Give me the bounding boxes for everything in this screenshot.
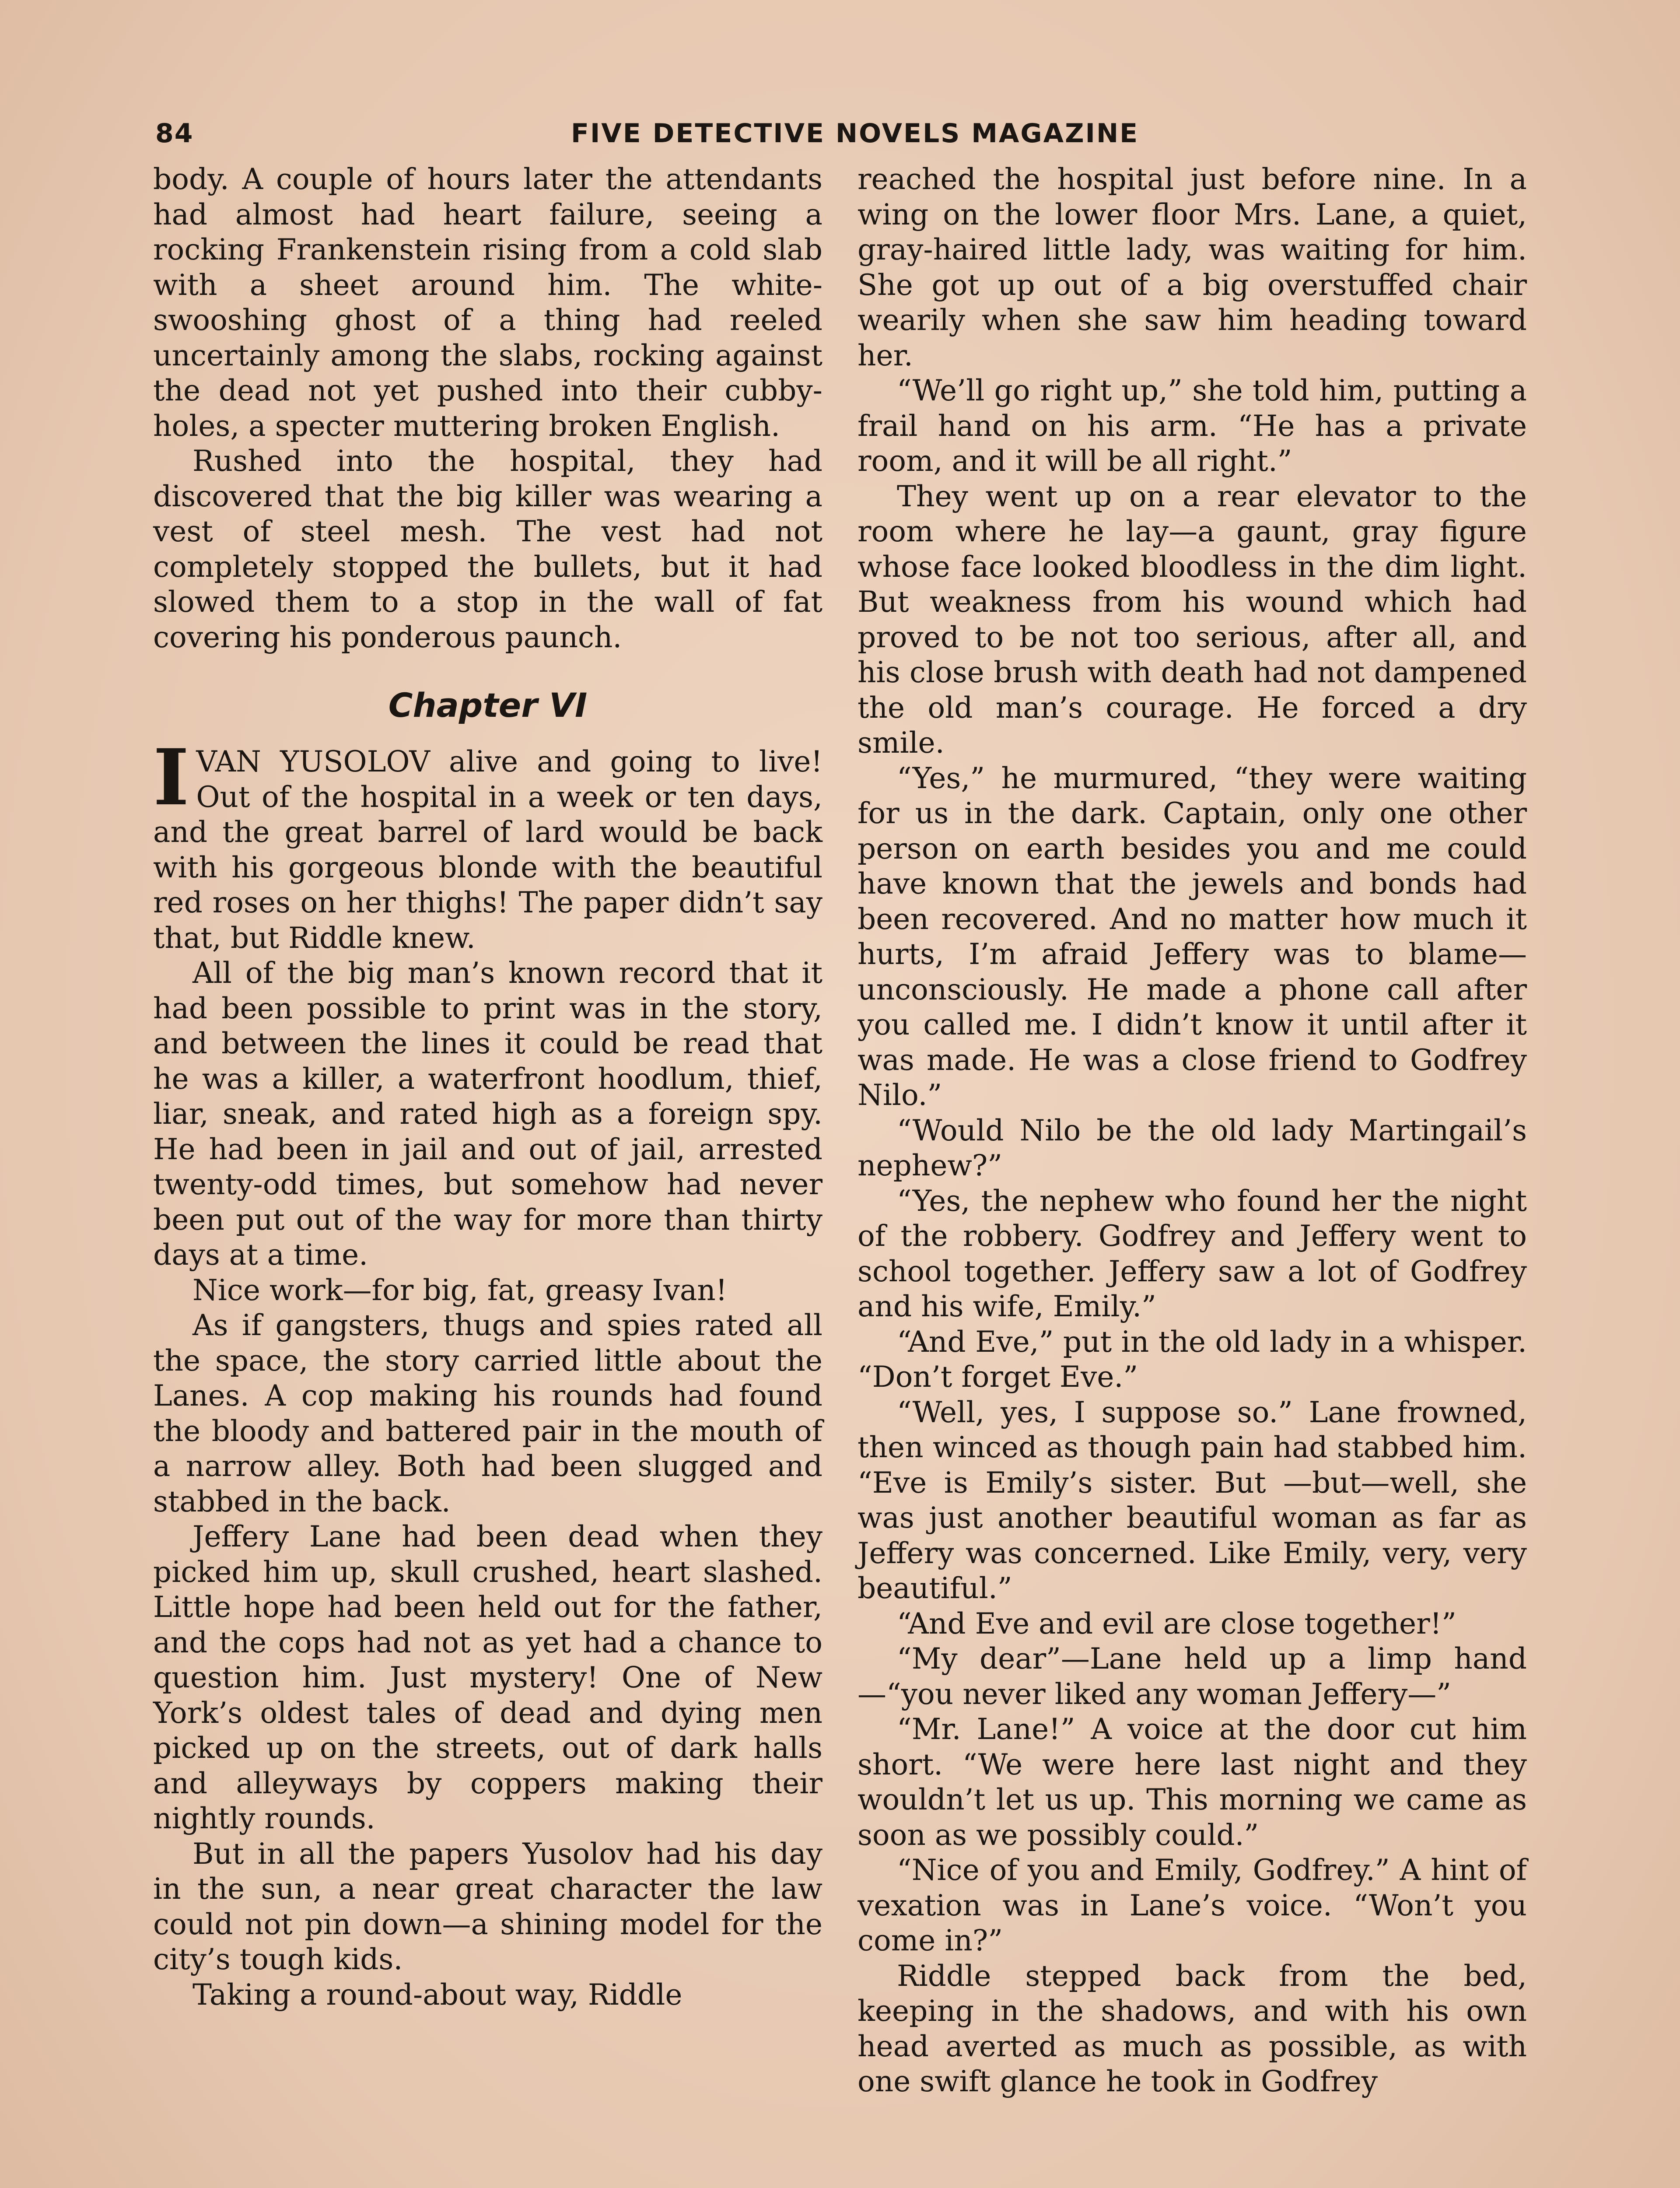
right-column: [858, 162, 1527, 2100]
chapter-heading: Chapter VI: [388, 686, 588, 725]
paragraph: Taking a round-about way, Riddle: [192, 1978, 682, 2012]
chapter-opening-paragraph: [153, 732, 822, 956]
paragraph: “Yes, the nephew who found her the night of the robbery. Godfrey and Jeffery went to school together. Jeffery saw a lot of Godfrey and his wife, Emily.”: [858, 1184, 1527, 1323]
paragraph: “Well, yes, I suppose so.” Lane frowned, then winced as though pain had stabbed him. “Eve is Emily’s sister. But —but—well, she was just another beautiful woman as far as Jeffery was concerned. Like Emily, very, very beautiful.”: [858, 1395, 1527, 1605]
left-column: [153, 162, 822, 2013]
paragraph: “And Eve,” put in the old lady in a whisper. “Don’t forget Eve.”: [858, 1325, 1527, 1394]
drop-cap: I: [153, 732, 189, 823]
paragraph: As if gangsters, thugs and spies rated all the space, the story carried little about the Lanes. A cop making his rounds had found the bloody and battered pair in the mouth of a narrow alley. Both had been slugged and stabbed in the back.: [153, 1308, 822, 1518]
paragraph: Rushed into the hospital, they had discovered that the big killer was wearing a vest of steel mesh. The vest had not completely stopped the bullets, but it had slowed them to a stop in the wall of fat covering his ponderous paunch.: [153, 444, 822, 654]
paragraph: Riddle stepped back from the bed, keeping in the shadows, and with his own head averted as much as possible, as with one swift glance he took in Godfrey: [858, 1959, 1527, 2098]
paragraph: “My dear”—Lane held up a limp hand —“you never liked any woman Jeffery—”: [858, 1642, 1527, 1711]
running-header: [155, 118, 1542, 158]
paragraph: They went up on a rear elevator to the room where he lay—a gaunt, gray figure whose face looked bloodless in the dim light. But weakness from his wound which had proved to be not too serious, after all, and his close brush with death had not dampened the old man’s courage. He forced a dry smile.: [858, 479, 1527, 760]
paragraph: reached the hospital just before nine. In a wing on the lower floor Mrs. Lane, a quiet, gray-haired little lady, was waiting for him. She got up out of a big overstuffed chair wearily when she saw him heading toward her.: [858, 162, 1527, 372]
paragraph: body. A couple of hours later the attendants had almost had heart failure, seeing a rocking Frankenstein rising from a cold slab with a sheet around him. The white-swooshing ghost of a thing had reeled uncertainly among the slabs, rocking against the dead not yet pushed into their cubby-holes, a specter muttering broken English.: [153, 162, 822, 443]
paragraph: “Mr. Lane!” A voice at the door cut him short. “We were here last night and they wouldn’t let us up. This morning we came as soon as we possibly could.”: [858, 1712, 1527, 1852]
paragraph: “Would Nilo be the old lady Martingail’s nephew?”: [858, 1113, 1527, 1182]
paragraph: Jeffery Lane had been dead when they picked him up, skull crushed, heart slashed. Little hope had been held out for the father, and the cops had not as yet had a chance to question him. Just mystery! One of New York’s oldest tales of dead and dying men picked up on the streets, out of dark halls and alleyways by coppers making their nightly rounds.: [153, 1520, 822, 1835]
paragraph: “Nice of you and Emily, Godfrey.” A hint of vexation was in Lane’s voice. “Won’t you come in?”: [858, 1853, 1527, 1957]
paragraph: All of the big man’s known record that it had been possible to print was in the story, and between the lines it could be read that he was a killer, a waterfront hoodlum, thief, liar, sneak, and rated high as a foreign spy. He had been in jail and out of jail, arrested twenty-odd times, but somehow had never been put out of the way for more than thirty days at a time.: [153, 956, 822, 1272]
magazine-title: FIVE DETECTIVE NOVELS MAGAZINE: [571, 118, 1139, 149]
paragraph-text: VAN YUSOLOV alive and going to live! Out of the hospital in a week or ten days, and the great barrel of lard would be back with his gorgeous blonde with the beautiful red roses on her thighs! The paper didn’t say that, but Riddle knew.: [153, 745, 822, 955]
paragraph: “We’ll go right up,” she told him, putting a frail hand on his arm. “He has a private room, and it will be all right.”: [858, 374, 1527, 478]
paragraph: Nice work—for big, fat, greasy Ivan!: [192, 1273, 728, 1307]
paragraph: “Yes,” he murmured, “they were waiting for us in the dark. Captain, only one other person on earth besides you and me could have known that the jewels and bonds had been recovered. And no matter how much it hurts, I’m afraid Jeffery was to blame—unconsciously. He made a phone call after you called me. I didn’t know it until after it was made. He was a close friend to Godfrey Nilo.”: [858, 761, 1527, 1112]
paragraph: “And Eve and evil are close together!”: [897, 1606, 1456, 1641]
paragraph: But in all the papers Yusolov had his day in the sun, a near great character the law could not pin down—a shining model for the city’s tough kids.: [153, 1837, 822, 1976]
page-number: 84: [155, 118, 194, 149]
